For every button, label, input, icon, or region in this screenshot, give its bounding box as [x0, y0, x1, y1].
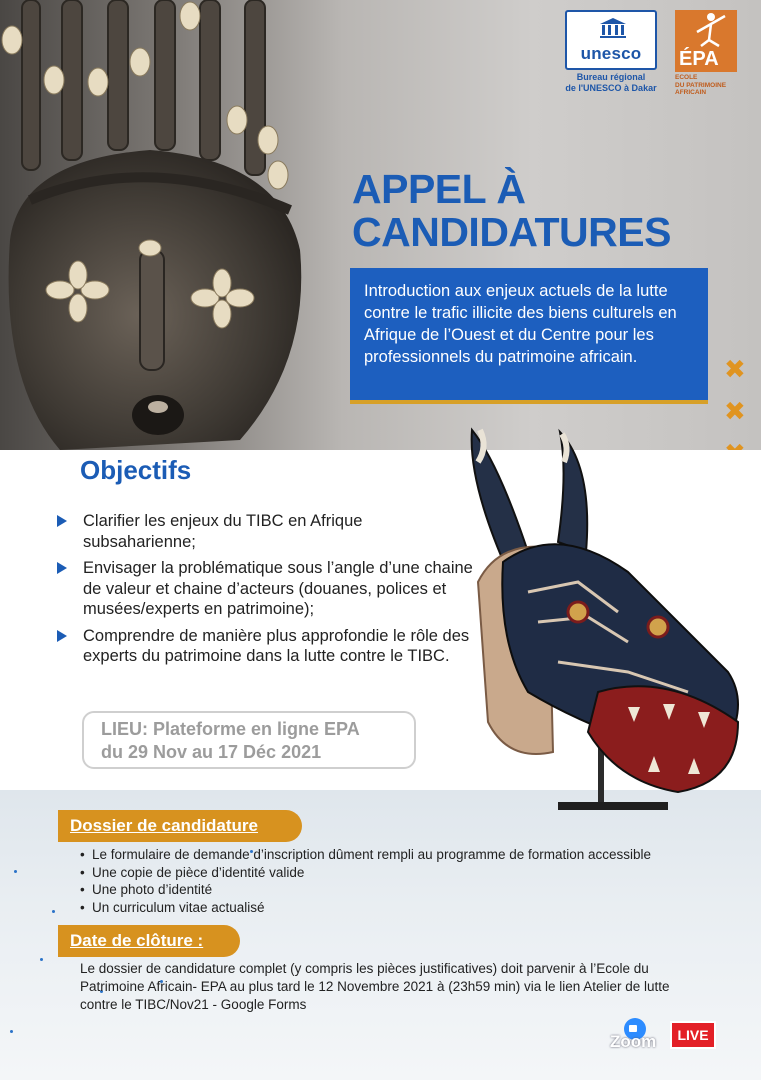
cross-icon: ✖: [724, 354, 746, 384]
objectives-list: [55, 511, 475, 673]
unesco-word: unesco: [580, 44, 642, 63]
unesco-sub-line2: de l'UNESCO à Dakar: [565, 83, 657, 93]
closing-title: Date de clôture :: [70, 931, 204, 950]
objective-item: [55, 558, 475, 620]
temple-icon: [599, 17, 627, 39]
unesco-subtitle: [565, 72, 657, 94]
objective-text: Clarifier les enjeux du TIBC en Afrique subsaharienne;: [83, 512, 363, 551]
objectives-title: Objectifs: [80, 455, 192, 485]
live-badge: LIVE: [670, 1021, 716, 1049]
zoom-badge: [610, 1018, 666, 1054]
epa-subtitle: [675, 74, 737, 97]
epa-logo-box: [675, 10, 737, 72]
dossier-item: • Le formulaire de demande d’inscription dûment rempli au programme de formation accessible: [80, 846, 740, 864]
objective-text: Envisager la problématique sous l’angle d’une chaine de valeur et chaine d’acteurs (douanes, polices et musées/experts en patrimoine);: [83, 559, 473, 618]
epa-figure-icon: [675, 10, 737, 50]
title-line2: CANDIDATURES: [352, 209, 671, 255]
page-title: [352, 168, 752, 254]
title-line1: APPEL À: [352, 166, 526, 212]
venue-line1: LIEU: Plateforme en ligne EPA: [101, 719, 360, 739]
decorative-dot: [10, 1030, 13, 1033]
intro-text: Introduction aux enjeux actuels de la lutte contre le trafic illicite des biens culturels en Afrique de l’Ouest et du Centre pour les professionnels du patrimoine africain.: [364, 282, 677, 366]
dossier-item: • Un curriculum vitae actualisé: [80, 899, 740, 917]
decorative-dot: [40, 958, 43, 961]
intro-box: [350, 268, 708, 404]
cross-icon: ✖: [724, 396, 746, 426]
triangle-bullet-icon: [57, 515, 67, 527]
venue-box: [82, 711, 416, 769]
triangle-bullet-icon: [57, 630, 67, 642]
epa-sub-line2: DU PATRIMOINE: [675, 81, 727, 89]
zoom-label: Zoom: [610, 1032, 657, 1051]
decorative-dot: [52, 910, 55, 913]
unesco-sub-line1: Bureau régional: [576, 72, 646, 82]
closing-text: Le dossier de candidature complet (y compris les pièces justificatives) doit parvenir à l’Ecole du Patrimoine Africain- EPA au plus tard le 12 Novembre 2021 à (23h59 min) via le lien Atelier de lutte contre le TIBC/Nov21 - Google Forms: [80, 961, 670, 1012]
dossier-item: • Une copie de pièce d’identité valide: [80, 864, 740, 882]
venue-dates: du 29 Nov au 17 Déc 2021: [101, 742, 322, 762]
horned-mask-image: [458, 422, 758, 832]
triangle-bullet-icon: [57, 562, 67, 574]
closing-date-tag: [58, 925, 240, 957]
objective-item: [55, 511, 475, 552]
dossier-section-tag: [58, 810, 302, 842]
epa-logo: [675, 10, 737, 98]
wooden-mask-image: [0, 0, 330, 450]
epa-word: ÉPA: [679, 48, 719, 70]
epa-sub-line1: ECOLE: [675, 74, 698, 81]
dossier-list: [80, 846, 740, 916]
dossier-item: • Une photo d’identité: [80, 881, 740, 899]
objective-item: [55, 626, 475, 667]
objective-text: Comprendre de manière plus approfondie le rôle des experts du patrimoine dans la lutte contre le TIBC.: [83, 626, 470, 665]
epa-sub-line3: AFRICAIN: [675, 89, 707, 96]
dossier-title: Dossier de candidature: [70, 816, 259, 835]
unesco-logo: [565, 10, 657, 100]
unesco-logo-box: [565, 10, 657, 70]
decorative-dot: [14, 870, 17, 873]
